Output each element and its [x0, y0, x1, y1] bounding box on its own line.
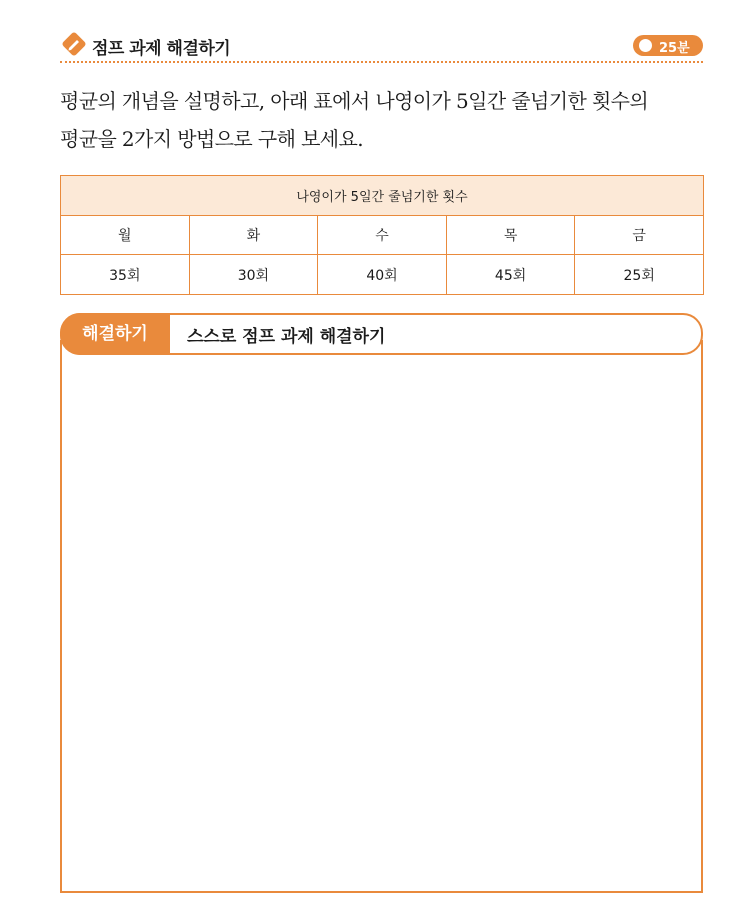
question-line-1: 평균의 개념을 설명하고, 아래 표에서 나영이가 5일간 줄넘기한 횟수의	[60, 89, 649, 113]
table-header-row	[61, 216, 704, 255]
jump-rope-table	[60, 175, 704, 295]
pencil-diamond-icon	[60, 30, 88, 58]
value-cell: 40회	[318, 255, 447, 295]
section-header	[60, 30, 703, 60]
value-cell: 45회	[446, 255, 575, 295]
question-line-2: 평균을 2가지 방법으로 구해 보세요.	[60, 127, 363, 151]
answer-area[interactable]	[60, 340, 703, 893]
header-cell: 수	[318, 216, 447, 255]
header-cell: 화	[189, 216, 318, 255]
header-cell: 목	[446, 216, 575, 255]
solve-tab: 해결하기	[60, 313, 170, 355]
header-cell: 금	[575, 216, 704, 255]
dotted-divider	[60, 61, 703, 63]
clock-icon	[639, 39, 652, 52]
table-row	[61, 255, 704, 295]
value-cell: 30회	[189, 255, 318, 295]
section-title: 점프 과제 해결하기	[92, 39, 231, 59]
question-text	[60, 82, 705, 158]
time-label: 25분	[659, 41, 690, 56]
solve-heading: 스스로 점프 과제 해결하기	[187, 327, 386, 347]
value-cell: 25회	[575, 255, 704, 295]
time-badge	[633, 35, 703, 56]
table-caption: 나영이가 5일간 줄넘기한 횟수	[61, 176, 704, 216]
header-cell: 월	[61, 216, 190, 255]
value-cell: 35회	[61, 255, 190, 295]
